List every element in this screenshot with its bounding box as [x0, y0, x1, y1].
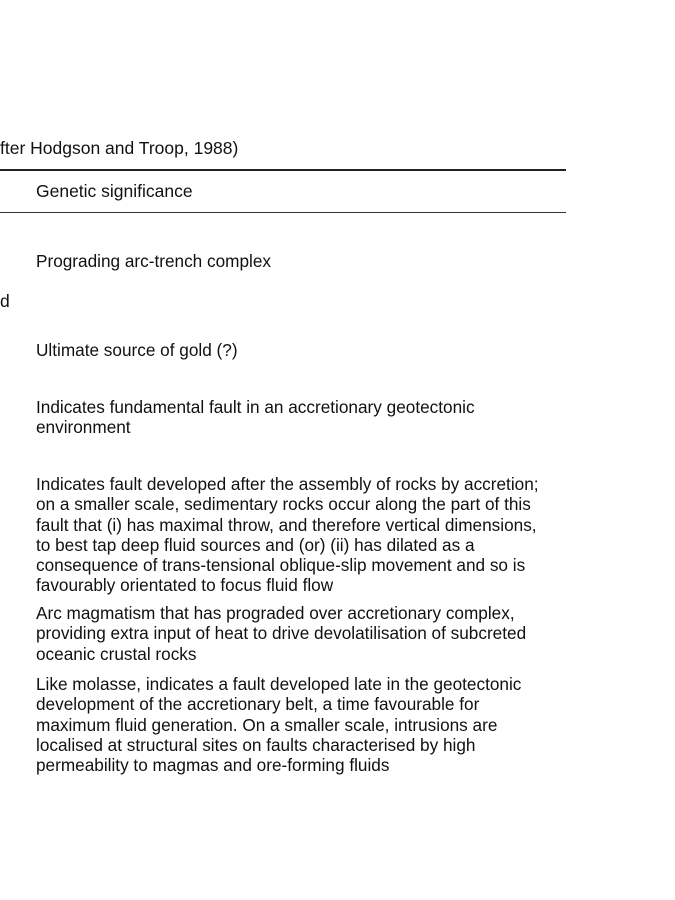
cell-line: Ultimate source of gold (?) [36, 340, 238, 360]
table-header-rule [0, 212, 566, 213]
table-cell-row-1 [36, 251, 576, 271]
cell-line: oceanic crustal rocks [36, 643, 197, 664]
cell-line: consequence of trans-tensional oblique-slip movement and so is [36, 555, 526, 576]
table-cell-row-3 [36, 397, 576, 438]
cell-line: to best tap deep fluid sources and (or) (ii) has dilated as a [36, 534, 475, 555]
cell-line: Like molasse, indicates a fault developed late in the geotectonic [36, 674, 522, 694]
cell-line: maximum fluid generation. On a smaller scale, intrusions are [36, 714, 498, 735]
cell-line: localised at structural sites on faults characterised by high [36, 734, 476, 755]
cell-line: environment [36, 417, 131, 438]
cell-line: fault that (i) has maximal throw, and therefore vertical dimensions, [36, 514, 537, 535]
table-caption: fter Hodgson and Troop, 1988) [0, 138, 239, 158]
table-cell-row-2 [36, 340, 576, 360]
cell-line: favourably orientated to focus fluid flow [36, 575, 334, 596]
column-header-genetic-significance: Genetic significance [36, 181, 193, 201]
cell-line: Prograding arc-trench complex [36, 251, 272, 271]
cell-line: on a smaller scale, sedimentary rocks occur along the part of this [36, 494, 531, 515]
table-cell-row-4 [36, 474, 576, 596]
table-cell-row-6 [36, 674, 576, 775]
table-cell-row-5 [36, 603, 576, 664]
cell-line: providing extra input of heat to drive devolatilisation of subcreted [36, 623, 527, 644]
cell-line: Arc magmatism that has prograded over accretionary complex, [36, 603, 515, 623]
table-top-rule [0, 169, 566, 171]
cropped-stub-text: d [0, 291, 10, 311]
cell-line: Indicates fundamental fault in an accretionary geotectonic [36, 397, 475, 417]
cell-line: permeability to magmas and ore-forming fluids [36, 755, 390, 776]
cell-line: Indicates fault developed after the assembly of rocks by accretion; [36, 474, 539, 494]
cell-line: development of the accretionary belt, a time favourable for [36, 694, 480, 715]
